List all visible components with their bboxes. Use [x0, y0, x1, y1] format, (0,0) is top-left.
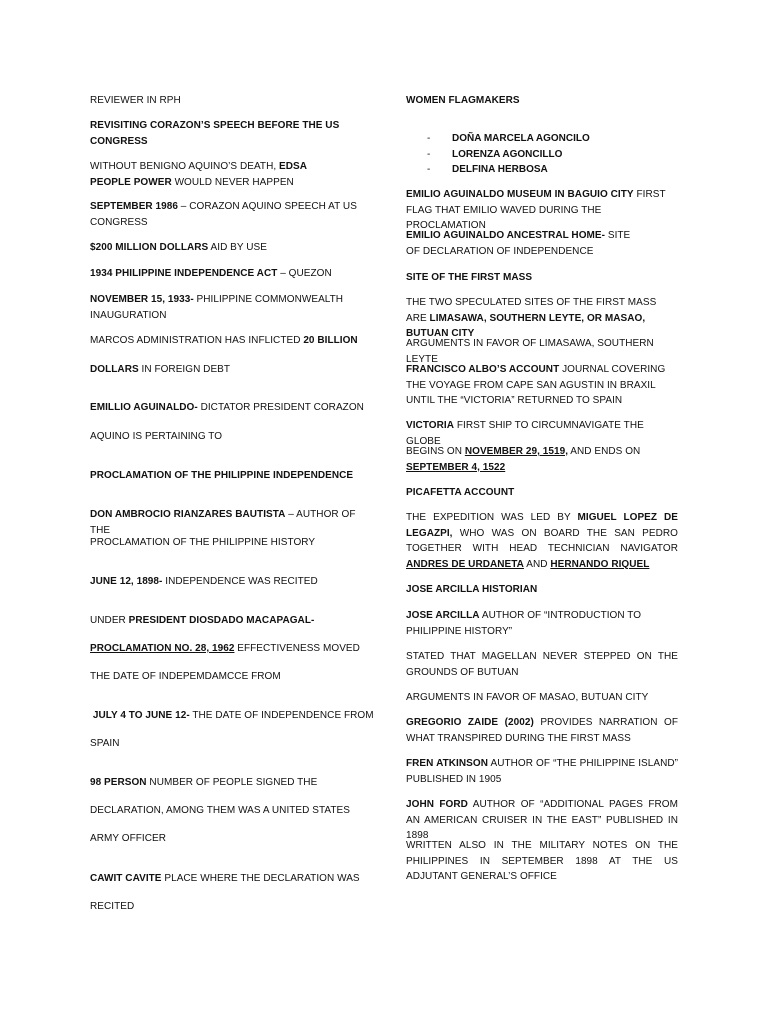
paragraph: EMILIO AGUINALDO MUSEUM IN BAGUIO CITY FIRST FLAG THAT EMILIO WAVED DURING THE PROCLAMATION [406, 189, 666, 231]
paragraph: $200 MILLION DOLLARS AID BY USE [90, 242, 267, 253]
section-heading: REVISITING CORAZON’S SPEECH BEFORE THE US CONGRESS [90, 120, 340, 147]
section-heading: PICAFETTA ACCOUNT [406, 487, 515, 498]
paragraph: DOLLARS IN FOREIGN DEBT [90, 364, 231, 375]
document-title: REVIEWER IN RPH [90, 95, 181, 106]
paragraph: GREGORIO ZAIDE (2002) PROVIDES NARRATION OF WHAT TRANSPIRED DURING THE FIRST MASS [406, 717, 678, 744]
paragraph: SEPTEMBER 1986 – CORAZON AQUINO SPEECH AT US CONGRESS [90, 201, 357, 228]
paragraph: THE DATE OF INDEPEMDAMCCE FROM [90, 671, 281, 682]
paragraph: BEGINS ON NOVEMBER 29, 1519, AND ENDS ON SEPTEMBER 4, 1522 [406, 446, 641, 473]
paragraph: VICTORIA FIRST SHIP TO CIRCUMNAVIGATE THE GLOBE [406, 420, 644, 447]
paragraph: JOHN FORD AUTHOR OF “ADDITIONAL PAGES FROM AN AMERICAN CRUISER IN THE EAST” PUBLISHED IN 1898 [406, 799, 678, 841]
paragraph: JULY 4 TO JUNE 12- THE DATE OF INDEPENDENCE FROM [90, 710, 374, 721]
paragraph: NOVEMBER 15, 1933- PHILIPPINE COMMONWEALTH INAUGURATION [90, 294, 344, 321]
paragraph: UNDER PRESIDENT DIOSDADO MACAPAGAL- [90, 615, 315, 626]
list-item: - DOÑA MARCELA AGONCILO [427, 133, 590, 144]
paragraph: MARCOS ADMINISTRATION HAS INFLICTED 20 BILLION [90, 335, 358, 346]
paragraph: JOSE ARCILLA AUTHOR OF “INTRODUCTION TO PHILIPPINE HISTORY” [406, 610, 642, 637]
paragraph: WRITTEN ALSO IN THE MILITARY NOTES ON THE PHILIPPINES IN SEPTEMBER 1898 AT THE US ADJUTANT GENERAL’S OFFICE [406, 840, 678, 882]
paragraph: THE EXPEDITION WAS LED BY MIGUEL LOPEZ DE LEGAZPI, WHO WAS ON BOARD THE SAN PEDRO TOGETHER WITH HEAD TECHNICIAN NAVIGATOR ANDRES DE URDANETA AND HERNANDO RIQUEL [406, 512, 679, 570]
paragraph: FREN ATKINSON AUTHOR OF “THE PHILIPPINE ISLAND” PUBLISHED IN 1905 [406, 758, 679, 785]
paragraph: ARGUMENTS IN FAVOR OF MASAO, BUTUAN CITY [406, 692, 649, 703]
paragraph: 1934 PHILIPPINE INDEPENDENCE ACT – QUEZON [90, 268, 332, 279]
paragraph: DON AMBROCIO RIANZARES BAUTISTA – AUTHOR OF THE [90, 509, 356, 536]
paragraph: 98 PERSON NUMBER OF PEOPLE SIGNED THE [90, 777, 318, 788]
section-heading: WOMEN FLAGMAKERS [406, 95, 520, 106]
paragraph: WITHOUT BENIGNO AQUINO’S DEATH, EDSA PEOPLE POWER WOULD NEVER HAPPEN [90, 161, 307, 188]
flagmakers-list [427, 131, 667, 178]
paragraph: JUNE 12, 1898- INDEPENDENCE WAS RECITED [90, 576, 318, 587]
paragraph: ARGUMENTS IN FAVOR OF LIMASAWA, SOUTHERN LEYTE [406, 338, 654, 365]
paragraph: FRANCISCO ALBO’S ACCOUNT JOURNAL COVERING THE VOYAGE FROM CAPE SAN AGUSTIN IN BRAXIL UNTIL THE “VICTORIA” RETURNED TO SPAIN [406, 364, 666, 406]
paragraph: CAWIT CAVITE PLACE WHERE THE DECLARATION WAS [90, 873, 360, 884]
list-item: - LORENZA AGONCILLO [427, 148, 563, 160]
paragraph: AQUINO IS PERTAINING TO [90, 431, 223, 442]
paragraph: PROCLAMATION OF THE PHILIPPINE HISTORY [90, 537, 316, 548]
paragraph: THE TWO SPECULATED SITES OF THE FIRST MASS ARE LIMASAWA, SOUTHERN LEYTE, OR MASAO, BUTUAN CITY [406, 297, 657, 339]
paragraph: DECLARATION, AMONG THEM WAS A UNITED STATES [90, 805, 350, 816]
paragraph: ARMY OFFICER [90, 833, 166, 844]
section-heading: PROCLAMATION OF THE PHILIPPINE INDEPENDENCE [90, 470, 354, 481]
paragraph: EMILLIO AGUINALDO- DICTATOR PRESIDENT CORAZON [90, 402, 364, 413]
paragraph: PROCLAMATION NO. 28, 1962 EFFECTIVENESS MOVED [90, 643, 360, 654]
paragraph: EMILIO AGUINALDO ANCESTRAL HOME- SITE OF DECLARATION OF INDEPENDENCE [406, 230, 631, 257]
paragraph: SPAIN [90, 738, 120, 749]
section-heading: JOSE ARCILLA HISTORIAN [406, 584, 538, 595]
list-item: - DELFINA HERBOSA [427, 164, 548, 175]
paragraph: STATED THAT MAGELLAN NEVER STEPPED ON THE GROUNDS OF BUTUAN [406, 651, 678, 678]
paragraph: RECITED [90, 901, 135, 912]
section-heading: SITE OF THE FIRST MASS [406, 272, 533, 283]
